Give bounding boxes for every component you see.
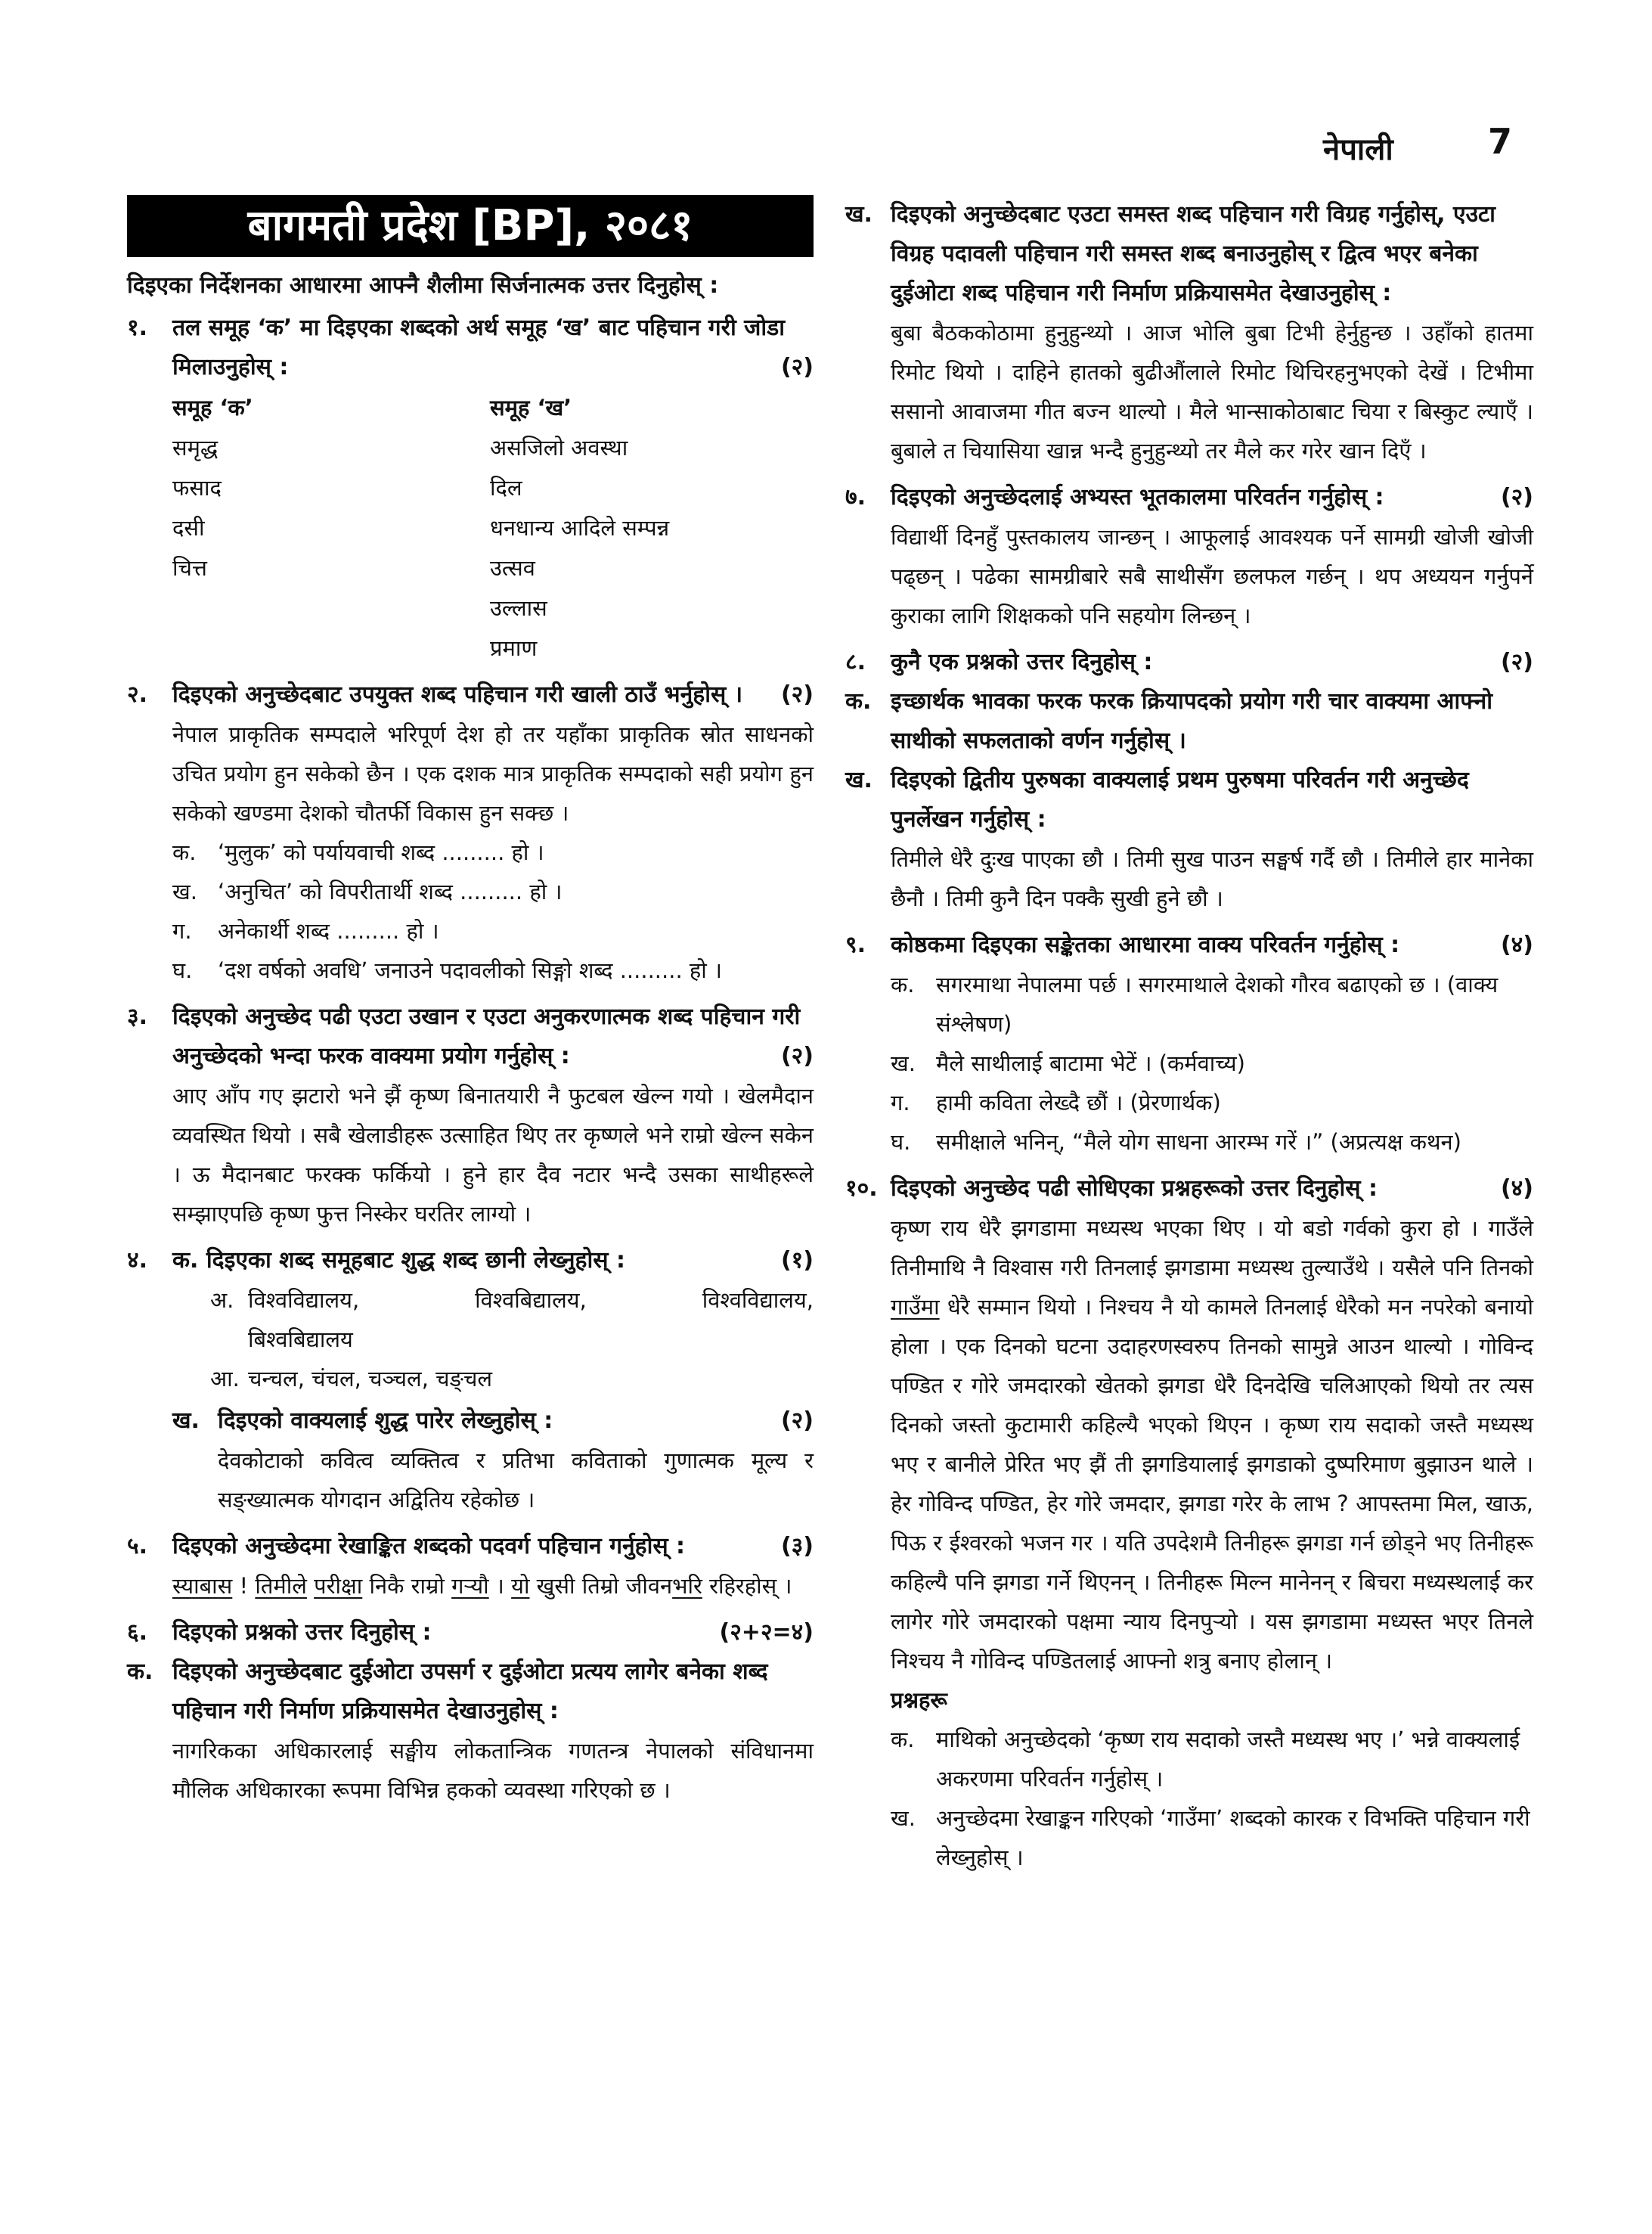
sub-label: ख. bbox=[845, 767, 872, 793]
underlined-word: तिमीले bbox=[255, 1573, 307, 1599]
passage-text: धेरै सम्मान थियो । निश्चय नै यो कामले तिनलाई धेरैको मन नपरेको बनायो होला । एक दिनको घटना उदाहरणस्वरुप तिनको सामुन्ने आउन थाल्यो । गोविन्द पण्डित र गोरे जमदारको खेतको झगडा धेरै दिनदेखि चलिआएको थियो तर त्यस दिनको जस्तो कुटामारी कहिल्यै भएको थिएन । कृष्ण राय सदाको जस्तै मध्यस्थ भए र बानीले प्रेरित भए झैं ती झगडियालाई झगडाको दुष्परिमाण बुझाउन थाले । हेर गोविन्द पण्डित, हेर गोरे जमदार, झगडा गरेर के लाभ ? आपस्तमा मिल, खाऊ, पिऊ र ईश्वरको भजन गर । यति उपदेशमै तिनीहरू झगडा गर्न छोड्ने भए तिनीहरू कहिल्यै पनि झगडा गर्ने थिएनन् । तिनीहरू मिल्न मानेनन् र बिचरा मध्यस्थलाई कर लागेर गोरे जमदारको पक्षमा न्याय दिनपुऱ्यो । यस झगडामा मध्यस्त भएर तिनले निश्चय नै गोविन्द पण्डितलाई आफ्नो शत्रु बनाए होलान् । bbox=[891, 1294, 1533, 1674]
option-word: बिश्वबिद्यालय bbox=[248, 1326, 353, 1352]
option-word: विश्वबिद्यालय, bbox=[475, 1287, 587, 1313]
question-number: ४. bbox=[127, 1247, 147, 1274]
table-row bbox=[172, 588, 807, 628]
item-label: क. bbox=[172, 839, 197, 865]
item-label: घ. bbox=[172, 957, 193, 983]
question-marks: (३) bbox=[780, 1533, 814, 1559]
group-a-word: समृद्ध bbox=[172, 435, 219, 461]
list-item bbox=[127, 911, 814, 951]
question-text: दिइएको अनुच्छेदबाट दुईओटा उपसर्ग र दुईओटा प्रत्यय लागेर बनेका शब्द पहिचान गरी निर्माण प्रक्रियासमेत देखाउनुहोस् : bbox=[172, 1658, 768, 1724]
question-text: कोष्ठकमा दिइएका सङ्केतका आधारमा वाक्य परिवर्तन गर्नुहोस् : bbox=[891, 932, 1400, 958]
question-6 bbox=[127, 1613, 814, 1810]
question-marks: (१) bbox=[780, 1247, 814, 1274]
group-b-word: असजिलो अवस्था bbox=[490, 435, 628, 461]
passage-text bbox=[307, 1573, 314, 1599]
question-text: तल समूह ‘क’ मा दिइएका शब्दको अर्थ समूह ‘ख’ बाट पहिचान गरी जोडा मिलाउनुहोस् : bbox=[172, 315, 786, 380]
matching-table bbox=[172, 387, 807, 668]
list-item bbox=[127, 872, 814, 911]
group-a-heading: समूह ‘क’ bbox=[172, 395, 253, 420]
question-1 bbox=[127, 309, 814, 668]
question-2 bbox=[127, 675, 814, 990]
question-marks: (२) bbox=[780, 1043, 814, 1069]
sub-label: ख. bbox=[172, 1407, 200, 1434]
table-row bbox=[172, 427, 807, 467]
item-text: समीक्षाले भनिन्, “मैले योग साधना आरम्भ गरें ।” (अप्रत्यक्ष कथन) bbox=[936, 1129, 1461, 1155]
passage-text: कृष्ण राय धेरै झगडामा मध्यस्थ भएका थिए । यो बडो गर्वको कुरा हो । गाउँले तिनीमाथि नै विश्वास गरी तिनलाई झगडामा मध्यस्थ तुल्याउँथे । यसैले पनि तिनको bbox=[891, 1215, 1533, 1280]
list-item bbox=[127, 833, 814, 872]
passage: बुबा बैठककोठामा हुनुहुन्थ्यो । आज भोलि बुबा टिभी हेर्नुहुन्छ । उहाँको हातमा रिमोट थियो । दाहिने हातको बुढीऔंलाले रिमोट थिचिरहनुभएको देखें । टिभीमा ससानो आवाजमा गीत बज्न थाल्यो । मैले भान्साकोठाबाट चिया र बिस्कुट ल्याएँ । बुबाले त चियासिया खान्न भन्दै हुनुहुन्थ्यो तर मैले कर गरेर खान दिएँ । bbox=[891, 320, 1533, 464]
underlined-word: स्याबास bbox=[172, 1573, 233, 1599]
group-b-heading: समूह ‘ख’ bbox=[490, 395, 572, 420]
table-row bbox=[172, 467, 807, 507]
question-marks: (२) bbox=[780, 354, 814, 380]
question-8 bbox=[845, 643, 1533, 918]
passage: नागरिकका अधिकारलाई सङ्घीय लोकतान्त्रिक गणतन्त्र नेपालको संविधानमा मौलिक अधिकारका रूपमा विभिन्न हकको व्यवस्था गरिएको छ । bbox=[172, 1738, 814, 1803]
passage: विद्यार्थी दिनहुँ पुस्तकालय जान्छन् । आफूलाई आवश्यक पर्ने सामग्री खोजी खोजी पढ्छन् । पढेका सामग्रीबारे सबै साथीसँग छलफल गर्छन् । थप अध्ययन गर्नुपर्ने कुराका लागि शिक्षकको पनि सहयोग लिन्छन् । bbox=[891, 524, 1533, 628]
question-text: दिइएको द्वितीय पुरुषका वाक्यलाई प्रथम पुरुषमा परिवर्तन गरी अनुच्छेद पुनर्लेखन गर्नुहोस् : bbox=[891, 767, 1469, 833]
question-number: १. bbox=[127, 315, 147, 341]
question-text: दिइएको प्रश्नको उत्तर दिनुहोस् : bbox=[172, 1619, 432, 1646]
question-number: ५. bbox=[127, 1533, 147, 1559]
question-text: दिइएको अनुच्छेदमा रेखाङ्कित शब्दको पदवर्ग पहिचान गर्नुहोस् : bbox=[172, 1533, 686, 1559]
item-label: ग. bbox=[891, 1090, 910, 1115]
group-b-word: उत्सव bbox=[490, 555, 535, 581]
question-7 bbox=[845, 478, 1533, 635]
list-item bbox=[845, 1798, 1533, 1877]
question-number: २. bbox=[127, 681, 147, 708]
item-text: सगरमाथा नेपालमा पर्छ । सगरमाथाले देशको गौरव बढाएको छ । (वाक्य संश्लेषण) bbox=[936, 972, 1499, 1037]
question-text: दिइएको अनुच्छेद पढी सोधिएका प्रश्नहरूको उत्तर दिनुहोस् : bbox=[891, 1175, 1378, 1202]
group-b-word: दिल bbox=[490, 475, 522, 501]
passage: देवकोटाको कवित्व व्यक्तित्व र प्रतिभा कविताको गुणात्मक मूल्य र सङ्ख्यात्मक योगदान अद्वितिय रहेकोछ । bbox=[218, 1447, 814, 1513]
passage: तिमीले धेरै दुःख पाएका छौ । तिमी सुख पाउन सङ्घर्ष गर्दै छौ । तिमीले हार मानेका छैनौ । तिमी कुनै दिन पक्कै सुखी हुने छौ । bbox=[891, 846, 1533, 911]
item-text: ‘अनुचित’ को विपरीतार्थी शब्द ......... हो । bbox=[218, 879, 563, 904]
list-item bbox=[845, 965, 1533, 1044]
item-label: अ. bbox=[210, 1287, 234, 1313]
passage-text: निकै राम्रो bbox=[362, 1573, 452, 1599]
group-a-word: दसी bbox=[172, 515, 205, 541]
question-10 bbox=[845, 1169, 1533, 1877]
item-label: आ. bbox=[210, 1366, 240, 1392]
question-marks: (२) bbox=[1500, 484, 1533, 510]
question-text: इच्छार्थक भावका फरक फरक क्रियापदको प्रयोग गरी चार वाक्यमा आफ्नो साथीको सफलताको वर्णन गर्नुहोस् । bbox=[891, 688, 1492, 754]
sub-label: क. bbox=[127, 1658, 153, 1685]
passage: आए आँप गए झटारो भने झैं कृष्ण बिनातयारी नै फुटबल खेल्न गयो । खेलमैदान व्यवस्थित थियो । सबै खेलाडीहरू उत्साहित थिए तर कृष्णले भने राम्रो खेल्न सकेन । ऊ मैदानबाट फरक्क फर्कियो । हुने हार दैव नटार भन्दै उसका साथीहरूले सम्झाएपछि कृष्ण फुत्त निस्केर घरतिर लाग्यो । bbox=[172, 1083, 814, 1227]
question-marks: (२) bbox=[780, 1407, 814, 1434]
general-instruction: दिइएका निर्देशनका आधारमा आफ्नै शैलीमा सिर्जनात्मक उत्तर दिनुहोस् : bbox=[127, 272, 719, 299]
question-marks: (२+२=४) bbox=[719, 1619, 814, 1646]
table-row bbox=[172, 507, 807, 548]
sub-label: क. bbox=[845, 688, 872, 715]
question-text: कुनै एक प्रश्नको उत्तर दिनुहोस् : bbox=[891, 649, 1153, 675]
option-word: चन्चल, चंचल, चञ्चल, चङ्चल bbox=[248, 1366, 493, 1392]
item-text: हामी कविता लेख्दै छौं । (प्रेरणार्थक) bbox=[936, 1090, 1221, 1115]
question-text: दिइएका शब्द समूहबाट शुद्ध शब्द छानी लेख्नुहोस् : bbox=[206, 1247, 625, 1274]
underlined-word: परीक्षा bbox=[314, 1573, 363, 1599]
passage: नेपाल प्राकृतिक सम्पदाले भरिपूर्ण देश हो तर यहाँका प्राकृतिक स्रोत साधनको उचित प्रयोग हुन सकेको छैन । एक दशक मात्र प्राकृतिक सम्पदाको सही प्रयोग हुन सकेको खण्डमा देशको चौतर्फी विकास हुन सक्छ । bbox=[172, 721, 814, 826]
list-item bbox=[127, 951, 814, 990]
passage-text: खुसी तिम्रो जीवन bbox=[529, 1573, 673, 1599]
question-number: ६. bbox=[127, 1619, 147, 1646]
question-3 bbox=[127, 998, 814, 1233]
passage-text: रहिरहोस् । bbox=[702, 1573, 792, 1599]
question-4 bbox=[127, 1241, 814, 1519]
item-label: ख. bbox=[891, 1050, 916, 1076]
question-text: दिइएको अनुच्छेदबाट उपयुक्त शब्द पहिचान गरी खाली ठाउँ भर्नुहोस् । bbox=[172, 681, 743, 708]
underlined-word: भरि bbox=[672, 1573, 702, 1599]
question-marks: (२) bbox=[780, 681, 814, 708]
question-9 bbox=[845, 926, 1533, 1162]
page-number: 7 bbox=[1488, 121, 1513, 162]
passage bbox=[127, 1566, 814, 1606]
item-label: घ. bbox=[891, 1129, 911, 1155]
group-b-word: प्रमाण bbox=[490, 635, 538, 661]
question-number: १०. bbox=[845, 1175, 878, 1202]
question-text: दिइएको अनुच्छेदलाई अभ्यस्त भूतकालमा परिवर्तन गर्नुहोस् : bbox=[891, 484, 1384, 510]
sub-label: ख. bbox=[845, 201, 872, 228]
question-number: ८. bbox=[845, 649, 866, 675]
underlined-word: यो bbox=[511, 1573, 530, 1599]
question-number: ९. bbox=[845, 932, 866, 958]
question-number: ७. bbox=[845, 484, 866, 510]
item-label: ख. bbox=[172, 879, 197, 904]
question-6b bbox=[845, 195, 1533, 470]
passage bbox=[845, 1209, 1533, 1680]
passage-text: ! bbox=[232, 1573, 256, 1599]
question-5 bbox=[127, 1527, 814, 1606]
left-column bbox=[127, 195, 814, 1810]
group-a-word bbox=[172, 628, 490, 668]
item-text: माथिको अनुच्छेदको ‘कृष्ण राय सदाको जस्तै मध्यस्थ भए ।’ भन्ने वाक्यलाई अकरणमा परिवर्तन गर्नुहोस् । bbox=[936, 1727, 1520, 1792]
option-word: विश्वविद्यालय, bbox=[702, 1287, 814, 1313]
question-text: दिइएको वाक्यलाई शुद्ध पारेर लेख्नुहोस् : bbox=[218, 1407, 553, 1434]
sub-label: क. bbox=[172, 1247, 199, 1274]
table-row bbox=[172, 548, 807, 588]
group-a-word bbox=[172, 588, 490, 628]
item-text: अनुच्छेदमा रेखाङ्कन गरिएको ‘गाउँमा’ शब्दको कारक र विभक्ति पहिचान गरी लेख्नुहोस् । bbox=[936, 1805, 1530, 1870]
question-marks: (४) bbox=[1500, 932, 1533, 958]
group-b-word: उल्लास bbox=[490, 595, 547, 621]
list-item bbox=[845, 1083, 1533, 1122]
group-a-word: फसाद bbox=[172, 475, 222, 501]
list-item bbox=[845, 1122, 1533, 1162]
spelling-options-b bbox=[127, 1359, 814, 1398]
question-text: दिइएको अनुच्छेदबाट एउटा समस्त शब्द पहिचान गरी विग्रह गर्नुहोस्, एउटा विग्रह पदावली पहिचान गरी समस्त शब्द बनाउनुहोस् र द्वित्व भएर बनेका दुईओटा शब्द पहिचान गरी निर्माण प्रक्रियासमेत देखाउनुहोस् : bbox=[891, 201, 1495, 306]
group-a-word: चित्त bbox=[172, 555, 207, 581]
passage-text: । bbox=[488, 1573, 512, 1599]
spelling-options-a bbox=[127, 1280, 814, 1359]
page-header-subject: नेपाली bbox=[1323, 132, 1393, 167]
question-marks: (२) bbox=[1500, 649, 1533, 675]
item-text: ‘मुलुक’ को पर्यायवाची शब्द ......... हो । bbox=[218, 839, 544, 865]
questions-heading: प्रश्नहरू bbox=[891, 1687, 947, 1713]
exam-title: बागमती प्रदेश [BP], २०८१ bbox=[127, 195, 814, 257]
underlined-word: गाउँमा bbox=[891, 1294, 940, 1320]
underlined-word: गऱ्यौ bbox=[451, 1573, 489, 1599]
item-label: ख. bbox=[891, 1805, 916, 1831]
item-text: अनेकार्थी शब्द ......... हो । bbox=[218, 918, 439, 944]
item-text: ‘दश वर्षको अवधि’ जनाउने पदावलीको सिङ्गो शब्द ......... हो । bbox=[218, 957, 723, 983]
list-item bbox=[845, 1044, 1533, 1083]
question-number: ३. bbox=[127, 1004, 147, 1030]
option-word: विश्वविद्यालय, bbox=[248, 1287, 360, 1313]
table-row bbox=[172, 628, 807, 668]
item-label: ग. bbox=[172, 918, 192, 944]
group-b-word: धनधान्य आदिले सम्पन्न bbox=[490, 515, 670, 541]
list-item bbox=[845, 1720, 1533, 1798]
question-marks: (४) bbox=[1500, 1175, 1533, 1202]
item-label: क. bbox=[891, 972, 915, 998]
question-text: दिइएको अनुच्छेद पढी एउटा उखान र एउटा अनुकरणात्मक शब्द पहिचान गरी अनुच्छेदको भन्दा फरक वाक्यमा प्रयोग गर्नुहोस् : bbox=[172, 1004, 801, 1069]
right-column bbox=[845, 195, 1533, 1877]
item-label: क. bbox=[891, 1727, 915, 1752]
item-text: मैले साथीलाई बाटामा भेटें । (कर्मवाच्य) bbox=[936, 1050, 1245, 1076]
